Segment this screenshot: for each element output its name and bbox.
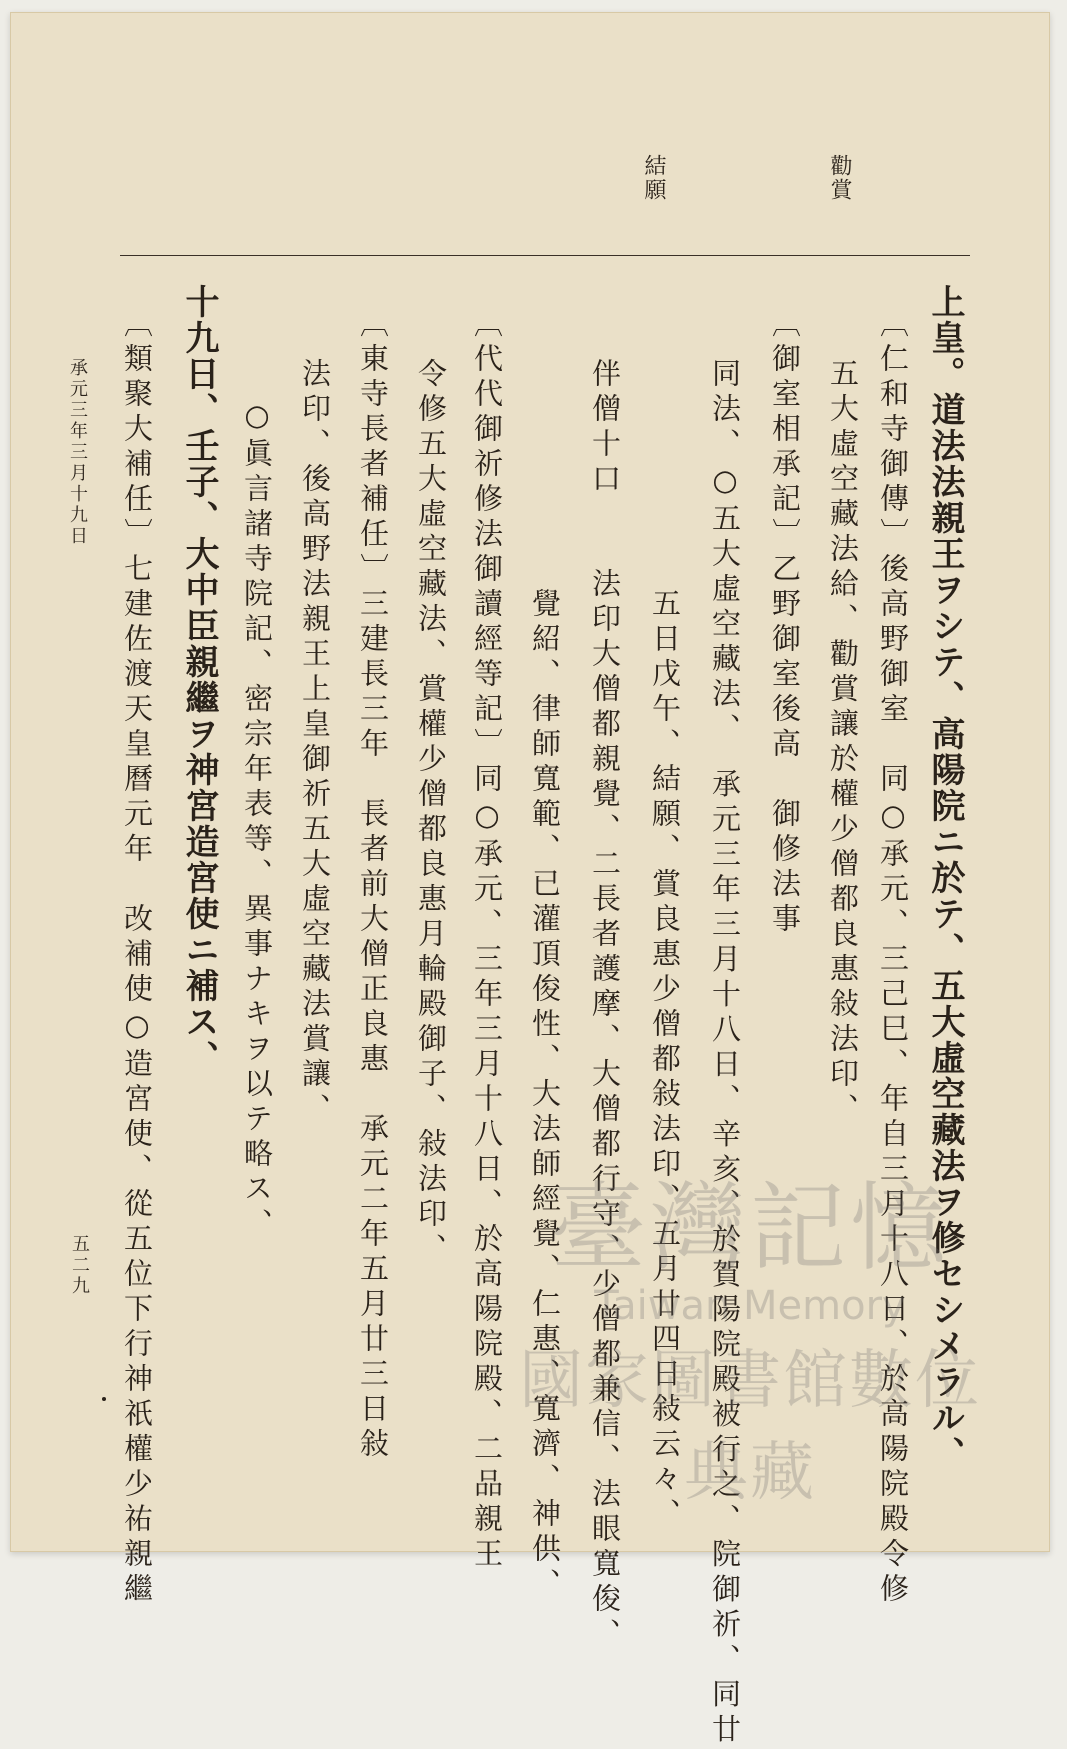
text-line-9: 〔代代御祈修法御讀經等記〕同○承元、三年三月十八日、於高陽院殿、二品親王 [470, 308, 504, 1573]
heading-line-1: 上皇。道法法親王ヲシテ、高陽院ニ於テ、五大虛空藏法ヲ修セシメラル、 [925, 284, 965, 1472]
running-head: 承元三年三月十九日 [67, 358, 88, 547]
margin-note-kanjou: 勸賞 [827, 154, 852, 202]
text-line-6: 五日戊午、結願、賞良惠少僧都敍法印、五月廿四日敍云々、 [648, 588, 682, 1533]
horizontal-rule [120, 255, 970, 256]
document-page [10, 12, 1050, 1749]
watermark-org: 國家圖書館數位典藏 [519, 1344, 981, 1510]
text-line-8: 覺紹、律師寬範、已灌頂俊性、大法師經覺、仁惠、寬濟、神供、 [528, 588, 562, 1603]
text-line-2: 〔仁和寺御傳〕後高野御室 同○承元、三己巳、年自三月十八日、於高陽院殿令修 [876, 308, 910, 1608]
page-number: 五二九 [69, 1234, 90, 1297]
text-line-5: 同法、○五大虛空藏法、 承元三年三月十八日、辛亥、於賀陽院殿被行之、院御祈、同廿 [708, 358, 742, 1749]
heading-line-14: 十九日、壬子、大中臣親繼ヲ神宮造宮使ニ補ス、 [179, 284, 219, 1076]
text-line-12: 法印、後高野法親王上皇御祈五大虛空藏法賞讓、 [298, 358, 332, 1128]
watermark-title: 臺灣記憶 [550, 1172, 950, 1284]
watermark [500, 1152, 1000, 1513]
text-line-13: ○眞言諸寺院記、密宗年表等、異事ナキヲ以テ略ス、 [240, 398, 274, 1243]
text-line-11: 〔東寺長者補任〕三建長三年 長者前大僧正良惠 承元二年五月廿三日敍 [356, 308, 390, 1463]
watermark-subtitle: Taiwan Memory [594, 1283, 906, 1329]
text-line-4: 〔御室相承記〕乙野御室後高 御修法事 [768, 308, 802, 938]
text-line-3: 五大虛空藏法給、勸賞讓於權少僧都良惠敍法印、 [826, 358, 860, 1128]
text-line-10: 令修五大虛空藏法、賞權少僧都良惠月輪殿御子、敍法印、 [414, 358, 448, 1268]
margin-note-kechigan: 結願 [641, 154, 666, 202]
ink-dot [102, 1397, 106, 1401]
text-line-15: 〔類聚大補任〕七建佐渡天皇曆元年 改補使○造宮使、從五位下行神祇權少祐親繼 [120, 308, 154, 1608]
text-line-7: 伴僧十口 法印大僧都親覺、二長者護摩、大僧都行守、少僧都兼信、法眼寬俊、 [588, 358, 622, 1653]
